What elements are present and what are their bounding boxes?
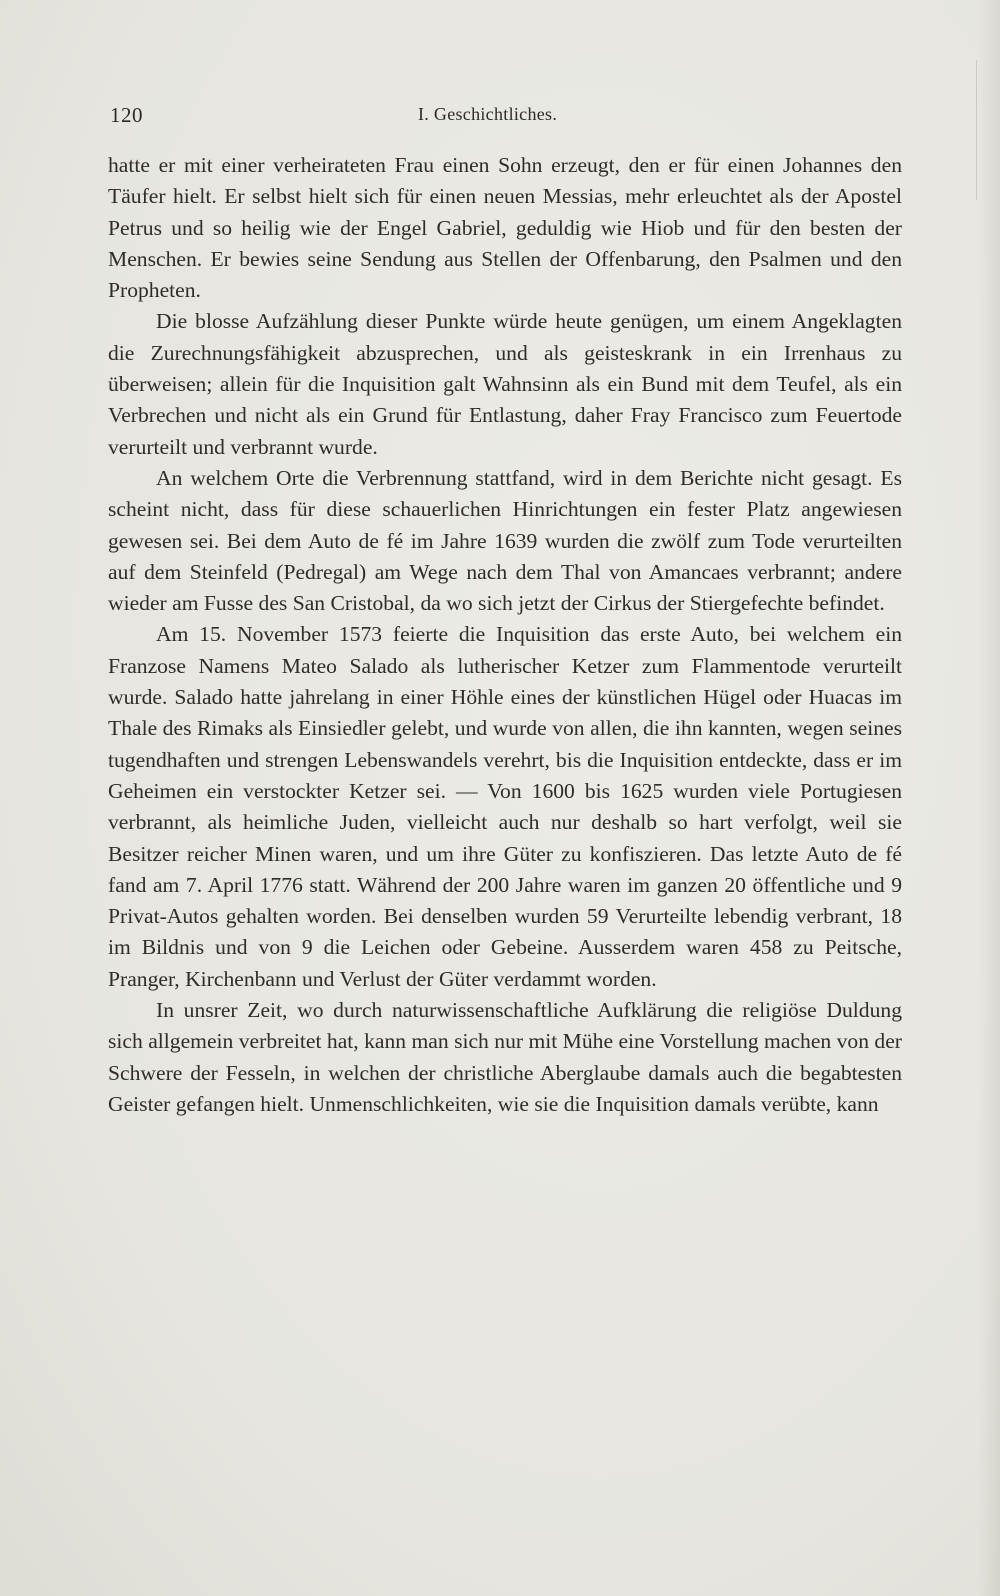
running-head: I. Geschichtliches.	[418, 104, 558, 124]
paragraph-3: An welchem Orte die Verbrennung stattfand, wird in dem Berichte nicht gesagt. Es scheint nicht, dass für diese schauerlichen Hinrichtungen ein fester Platz angewiesen gewesen sei. Bei dem Auto de fé im Jahre 1639 wurden die zwölf zum Tode verurteilten auf dem Steinfeld (Pedregal) am Wege nach dem Thal von Amancaes verbrannt; andere wieder am Fusse des San Cristobal, da wo sich jetzt der Cirkus der Stiergefechte befindet.	[108, 465, 902, 616]
paragraph-2: Die blosse Aufzählung dieser Punkte würde heute genügen, um einem Angeklagten die Zurechnungsfähigkeit abzusprechen, und als geisteskrank in ein Irrenhaus zu überweisen; allein für die Inquisition galt Wahnsinn als ein Bund mit dem Teufel, als ein Verbrechen und nicht als ein Grund für Entlastung, daher Fray Francisco zum Feuertode verurteilt und verbrannt wurde.	[108, 309, 902, 459]
paragraph-1: hatte er mit einer verheirateten Frau einen Sohn erzeugt, den er für einen Johannes den Täufer hielt. Er selbst hielt sich für einen neuen Messias, mehr erleuchtet als der Apostel Petrus und so heilig wie der Engel Gabriel, geduldig wie Hiob und für den besten der Menschen. Er bewies seine Sendung aus Stellen der Offenbarung, den Psalmen und den Propheten.	[108, 153, 902, 303]
page-number: 120	[110, 103, 143, 127]
paragraph-4: Am 15. November 1573 feierte die Inquisition das erste Auto, bei welchem ein Franzose Namens Mateo Salado als lutherischer Ketzer zum Flammentode verurteilt wurde. Salado hatte jahrelang in einer Höhle eines der künstlichen Hügel oder Huacas im Thale des Rimaks als Einsiedler gelebt, und wurde von allen, die ihn kannten, wegen seines tugendhaften und strengen Lebenswandels verehrt, bis die Inquisition entdeckte, dass er im Geheimen ein verstockter Ketzer sei. — Von 1600 bis 1625 wurden viele Portugiesen verbrannt, als heimliche Juden, vielleicht auch nur deshalb so hart verfolgt, weil sie Besitzer reicher Minen waren, und um ihre Güter zu konfiszieren. Das letzte Auto de fé fand am 7. April 1776 statt. Während der 200 Jahre waren im ganzen 20 öffentliche und 9 Privat-Autos gehalten worden. Bei denselben wurden 59 Verurteilte lebendig verbrant, 18 im Bildnis und von 9 die Leichen oder Gebeine. Ausserdem waren 458 zu Peitsche, Pranger, Kirchenbann und Verlust der Güter verdammt worden.	[108, 622, 902, 991]
margin-mark	[976, 60, 977, 200]
page-header	[110, 103, 900, 133]
body-text	[108, 150, 902, 1120]
paragraph-5: In unsrer Zeit, wo durch naturwissenschaftliche Aufklärung die religiöse Duldung sich allgemein verbreitet hat, kann man sich nur mit Mühe eine Vorstellung machen von der Schwere der Fesseln, in welchen der christliche Aberglaube damals auch die begabtesten Geister gefangen hielt. Unmenschlichkeiten, wie sie die Inquisition damals verübte, kann	[108, 998, 902, 1116]
page-edge-shadow	[978, 0, 1000, 1596]
